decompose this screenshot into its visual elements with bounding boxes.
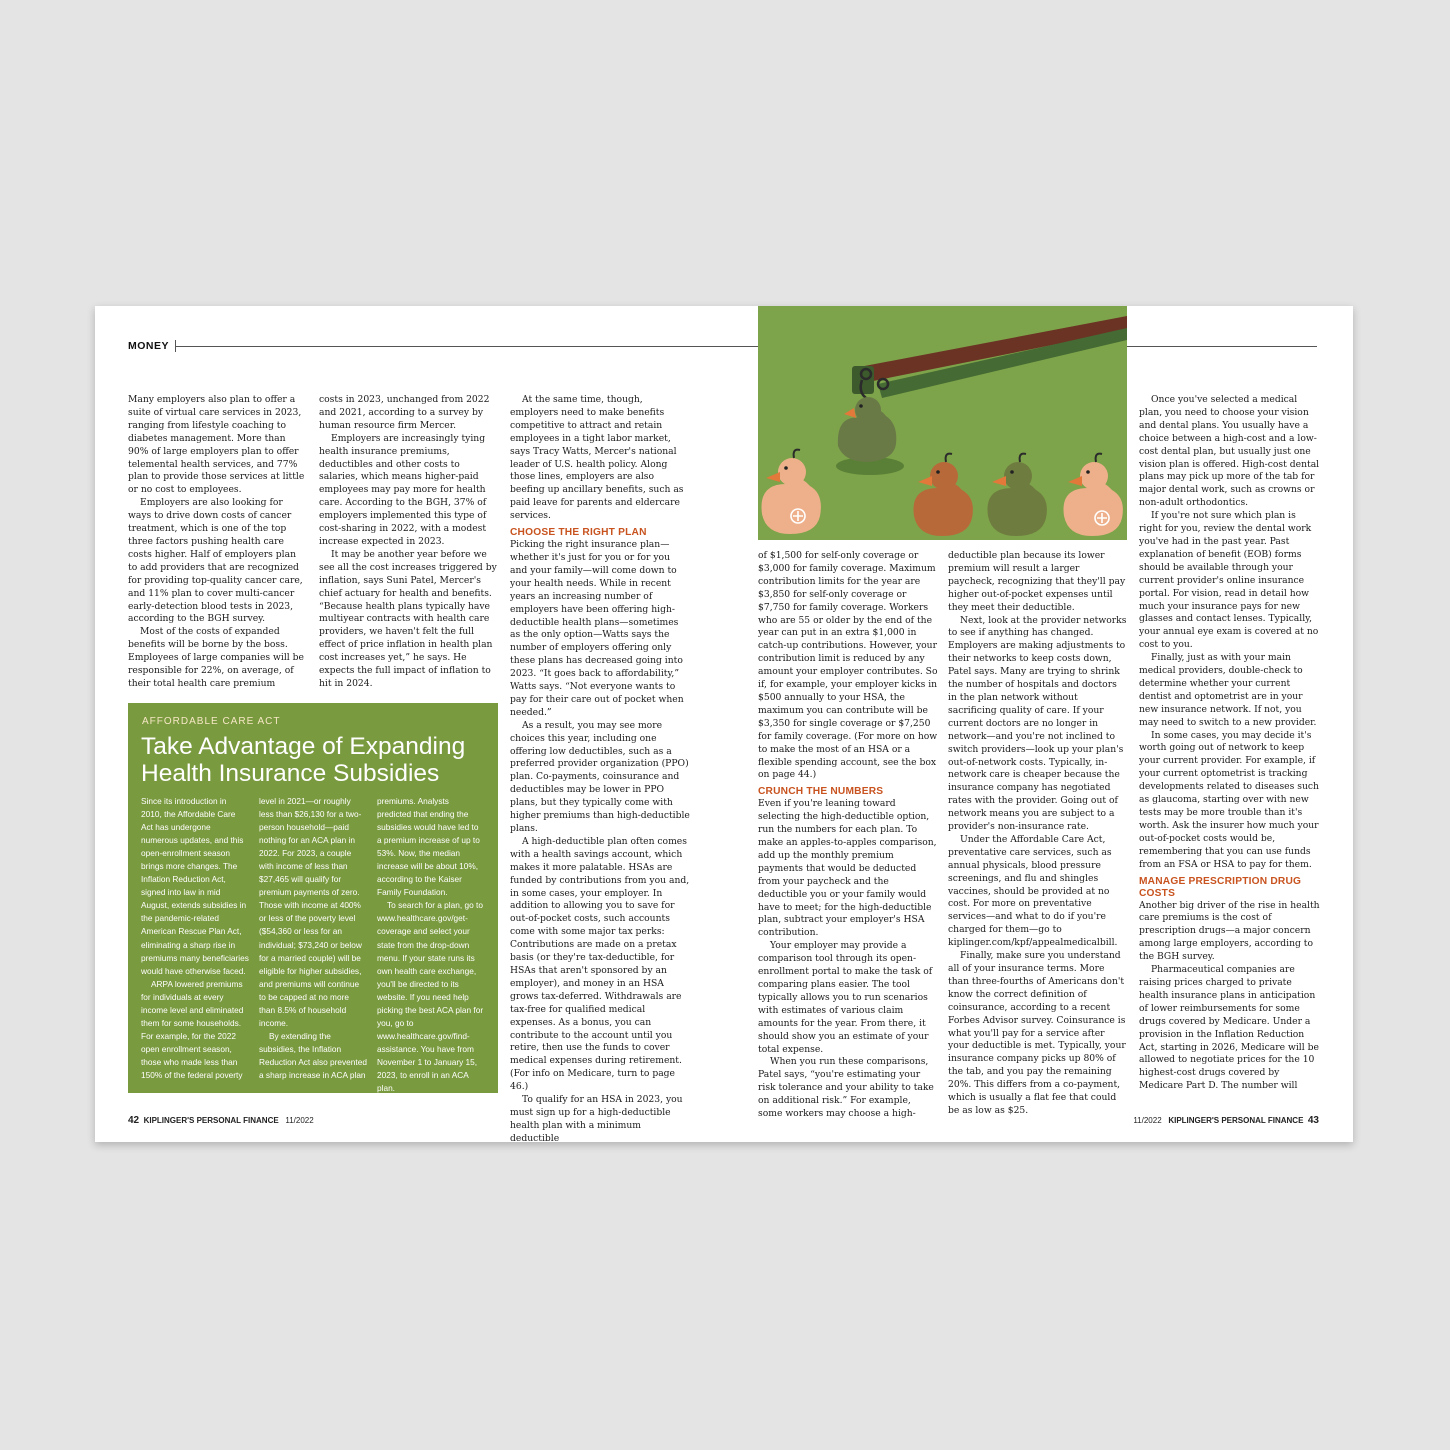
paragraph: When you run these comparisons, Patel says, “you're estimating your risk tolerance and your ability to take on additional risk.” For example, some workers may choose a high- bbox=[758, 1056, 934, 1120]
paragraph: It may be another year before we see all the cost increases triggered by inflation, says Suni Patel, Mercer's chief actuary for health and benefits. “Because health plans typically have multiyear contracts with health care providers, we haven't felt the full effect of price inflation in health plan cost increases yet,” he says. He expects the full impact of inflation to hit in 2024. bbox=[319, 548, 497, 689]
right-col-1 bbox=[758, 550, 938, 1120]
heading-prescription-costs: MANAGE PRESCRIPTION DRUG COSTS bbox=[1139, 875, 1302, 899]
sidebar-col-3 bbox=[377, 795, 485, 1094]
paragraph: costs in 2023, unchanged from 2022 and 2021, according to a survey by human resource firm Mercer. bbox=[319, 394, 490, 431]
right-col-2 bbox=[948, 550, 1128, 1116]
heading-choose-plan: CHOOSE THE RIGHT PLAN bbox=[510, 527, 647, 539]
sidebar-title: Take Advantage of Expanding Health Insurance Subsidies bbox=[141, 733, 466, 787]
page-number: 43 bbox=[1307, 1115, 1319, 1126]
publication-name: KIPLINGER'S PERSONAL FINANCE bbox=[143, 1116, 279, 1125]
paragraph: Under the Affordable Care Act, preventative care services, such as annual physicals, blood pressure screenings, and flu and shingles vaccines, should be provided at no cost. For more on preventative services—and what to do if you're charged for them—go to kiplinger.com/kpf/appealmedicalbill. bbox=[948, 833, 1118, 949]
header-rule-left bbox=[175, 346, 758, 347]
right-folio bbox=[1133, 1115, 1319, 1126]
section-label: MONEY bbox=[128, 340, 170, 352]
paragraph: Next, look at the provider networks to see if anything has changed. Employers are making adjustments to their networks to keep costs down, Patel says. Many are trying to shrink the number of hospitals and doctors in the plan network without sacrificing quality of care. If your current doctors are no longer in network—and you're not inclined to switch providers—look up your plan's out-of-network costs. Typically, in-network care is cheaper because the insurance company has negotiated rates with the provider. Going out of network means you are subject to a provider's non-insurance rate. bbox=[948, 614, 1127, 833]
paragraph: Finally, make sure you understand all of your insurance terms. More than three-fourths of Americans don't know the correct definition of coinsurance, according to a recent Forbes Advisor survey. Coinsurance is what you'll pay for a service after your deductible is met. Typically, your insurance company picks up 80% of the tab, and you pay the remaining 20%. This differs from a co-payment, which is usually a flat fee that could be as low as $25. bbox=[948, 950, 1126, 1116]
paragraph: By extending the subsidies, the Inflation Reduction Act also prevented a sharp increase in ACA plan bbox=[259, 1030, 367, 1080]
paragraph: level in 2021—or roughly less than $26,130 for a two-person household—paid nothing for an ACA plan in 2022. For 2023, a couple with income of less than $27,465 will qualify for premium payments of zero. Those with income at 400% or less of the poverty level ($54,360 or less for an individual; $73,240 or below for a married couple) will be eligible for higher subsidies, and premiums will continue to be capped at no more than 8.5% of household income. bbox=[259, 796, 362, 1028]
paragraph: premiums. Analysts predicted that ending the subsidies would have led to a premium increase of up to 53%. Now, the median increase will be about 10%, according to the Kaiser Family Foundation. bbox=[377, 796, 480, 898]
left-col-2 bbox=[319, 394, 499, 694]
paragraph: As a result, you may see more choices this year, including one offering low deductibles, such as a preferred provider organization (PPO) plan. Co-payments, coinsurance and deductibles may be lower in PPO plans, but they typically come with higher premiums than high-deductible plans. bbox=[510, 719, 690, 834]
page-number: 42 bbox=[128, 1115, 140, 1126]
paragraph: Your employer may provide a comparison tool through its open-enrollment portal to make the task of comparing plans easier. The tool typically allows you to run scenarios with estimates of various claim amounts for the year. From there, it should show you an estimate of your total expense. bbox=[758, 940, 933, 1055]
sidebar-kicker: AFFORDABLE CARE ACT bbox=[142, 716, 281, 727]
paragraph: To search for a plan, go to www.healthcare.gov/get-coverage and select your state from the drop-down menu. If your state runs its own health care exchange, you'll be directed to its website. If you need help picking the best ACA plan for you, go to www.healthcare.gov/find-assistance. You have from November 1 to January 15, 2023, to enroll in an ACA plan. bbox=[377, 900, 484, 1094]
left-folio bbox=[128, 1115, 314, 1126]
publication-name: KIPLINGER'S PERSONAL FINANCE bbox=[1168, 1116, 1304, 1125]
paragraph: Finally, just as with your main medical providers, double-check to determine whether your current dentist and optometrist are in your new insurance network. If not, you may need to switch to a new provider. bbox=[1139, 652, 1317, 728]
issue-date: 11/2022 bbox=[285, 1116, 314, 1125]
right-col-3 bbox=[1139, 394, 1321, 1096]
rubber-duck-claw-illustration-icon bbox=[758, 306, 1127, 540]
paragraph: At the same time, though, employers need to make benefits competitive to attract and retain employees in a tight labor market, says Tracy Watts, Mercer's national leader of U.S. health policy. Along those lines, employers are also beefing up ancillary benefits, such as paid leave for parents and eldercare services. bbox=[510, 394, 684, 522]
paragraph: A high-deductible plan often comes with a health savings account, which makes it more palatable. HSAs are funded by contributions from you and, in some cases, your employer. In addition to allowing you to save for out-of-pocket costs, such accounts come with some major tax perks: Contributions are made on a pretax basis (or they're tax-deductible, for HSAs that aren't sponsored by an employer), and money in an HSA grows tax-deferred. Withdrawals are tax-free for qualified medical expenses. As a bonus, you can contribute to the account until you retire, then use the funds to cover medical expenses during retirement. (For info on Medicare, turn to page 46.) bbox=[510, 835, 690, 1093]
magazine-spread bbox=[95, 306, 1353, 1142]
paragraph: deductible plan because its lower premium will result a larger paycheck, recognizing that they'll pay higher out-of-pocket expenses until they meet their deductible. bbox=[948, 550, 1126, 613]
paragraph: Once you've selected a medical plan, you need to choose your vision and dental plans. You usually have a choice between a high-cost and a low-cost dental plan, but usually just one vision plan is offered. High-cost dental plans may pick up more of the tab for major dental work, such as crowns or non-adult orthodontics. bbox=[1139, 394, 1320, 509]
paragraph: If you're not sure which plan is right for you, review the dental work you've had in the past year. Past explanation of benefit (EOB) forms should be available through your current provider's online insurance portal. For vision, read in detail how much your insurance pays for new glasses and contact lenses. Typically, your annual eye exam is covered at no cost to you. bbox=[1139, 510, 1319, 651]
paragraph: To qualify for an HSA in 2023, you must sign up for a high-deductible health plan with a minimum deductible bbox=[510, 1094, 683, 1144]
paragraph: In some cases, you may decide it's worth going out of network to keep your current provider. For example, if your current optometrist is tracking developments related to diseases such as glaucoma, starting over with new tests may be more trouble than it's worth. Ask the insurer how much your out-of-pocket costs would be, remembering that you can use funds from an FSA or HSA to pay for them. bbox=[1139, 729, 1319, 870]
aca-sidebar bbox=[128, 703, 498, 1093]
paragraph: Employers are also looking for ways to drive down costs of cancer treatment, which is one of the top three factors pushing health care costs higher. Half of employers plan to add providers that are recognized for providing top-quality cancer care, and 11% plan to cover multi-cancer early-detection blood tests in 2023, according to the BGH survey. bbox=[128, 497, 303, 625]
header-rule-right bbox=[1127, 346, 1317, 347]
paragraph: Another big driver of the rise in health care premiums is the cost of prescription drugs—a major concern among large employers, according to the BGH survey. bbox=[1139, 899, 1320, 963]
sidebar-col-2 bbox=[259, 795, 367, 1085]
left-col-3 bbox=[510, 394, 690, 1144]
paragraph: Many employers also plan to offer a suite of virtual care services in 2023, ranging from lifestyle coaching to diabetes management. More than 90% of large employers plan to offer telemental health services, and 77% plan to provide those services at little or no cost to employees. bbox=[128, 394, 305, 496]
paragraph: Employers are increasingly tying health insurance premiums, deductibles and other costs to salaries, which means higher-paid employees may pay more for health care. According to the BGH, 37% of employers implemented this type of cost-sharing in 2022, with a modest increase expected in 2023. bbox=[319, 432, 487, 547]
heading-crunch-numbers: CRUNCH THE NUMBERS bbox=[758, 786, 884, 798]
paragraph: Since its introduction in 2010, the Affordable Care Act has undergone numerous updates, and this open-enrollment season brings more changes. The Inflation Reduction Act, signed into law in mid August, extends subsidies in the pandemic-related American Rescue Plan Act, eliminating a sharp rise in premiums many beneficiaries would have otherwise faced. bbox=[141, 796, 249, 976]
paragraph: Even if you're leaning toward selecting the high-deductible option, run the numbers for each plan. To make an apples-to-apples comparison, add up the monthly premium payments that would be deducted from your paycheck and the deductible you or your family would have to meet; for the high-deductible plan, subtract your employer's HSA contribution. bbox=[758, 798, 937, 939]
issue-date: 11/2022 bbox=[1133, 1116, 1162, 1125]
paragraph: Picking the right insurance plan—whether it's just for you or for you and your family—will come down to your health needs. While in recent years an increasing number of employers have been offering high-deductible health plans—sometimes as the only option—Watts says the number of employers offering only these plans has decreased going into 2023. “It goes back to affordability,” Watts says. “Not everyone wants to pay for their care out of pocket when needed.” bbox=[510, 539, 684, 718]
paragraph: Most of the costs of expanded benefits will be borne by the boss. Employees of large companies will be responsible for 22%, on average, of their total health care premium bbox=[128, 626, 304, 689]
sidebar-col-1 bbox=[141, 795, 249, 1085]
paragraph: of $1,500 for self-only coverage or $3,000 for family coverage. Maximum contribution limits for the year are $3,850 for self-only coverage or $7,750 for family coverage. Workers who are 55 or older by the end of the year can put in an extra $1,000 in catch-up contributions. However, your contribution limit is reduced by any amount your employer contributes. So if, for example, your employer kicks in $500 annually to your HSA, the maximum you can contribute will be $3,350 for single coverage or $7,250 for family coverage. (For more on how to make the most of an HSA or a flexible spending account, see the box on page 44.) bbox=[758, 550, 938, 781]
paragraph: ARPA lowered premiums for individuals at every income level and eliminated them for some households. For example, for the 2022 open enrollment season, those who made less than 150% of the federal poverty bbox=[141, 978, 244, 1080]
paragraph: Pharmaceutical companies are raising prices charged to private health insurance plans in anticipation of lower reimbursements for some drugs covered by Medicare. Under a provision in the Inflation Reduction Act, starting in 2026, Medicare will be allowed to negotiate prices for the 10 highest-cost drugs covered by Medicare Part D. The number will bbox=[1139, 964, 1319, 1092]
left-col-1 bbox=[128, 394, 308, 694]
